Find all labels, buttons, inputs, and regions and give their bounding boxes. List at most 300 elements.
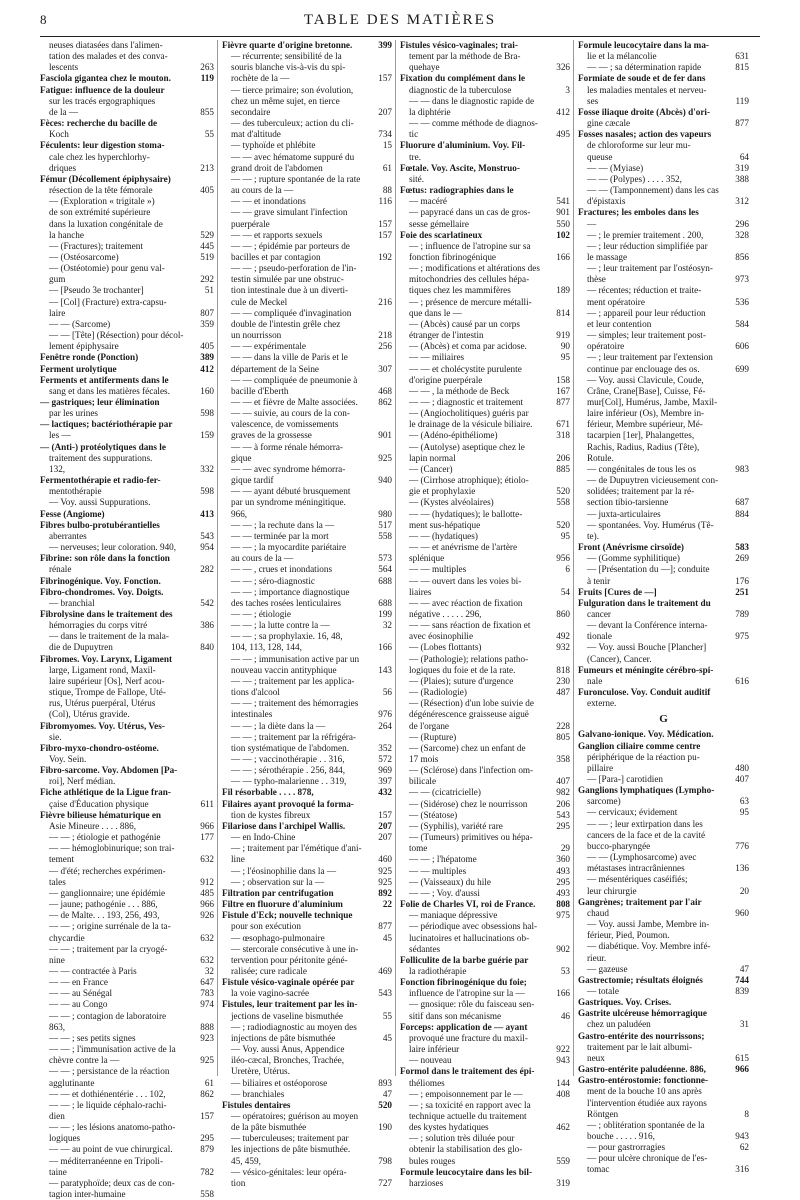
entry-page-ref: 688: [378, 575, 392, 586]
entry-text: — — ; traitement des hémorragies: [231, 698, 359, 709]
entry-text: leur chirurgie: [587, 885, 637, 896]
entry-text: avec éosinophilie: [409, 631, 474, 642]
index-entry: [222, 899, 392, 910]
entry-page-ref: 64: [739, 151, 749, 162]
entry-page-ref: [725, 1031, 749, 1042]
entry-page-ref: 559: [556, 1155, 570, 1166]
index-entry: [400, 1144, 570, 1155]
index-entry: [222, 866, 392, 877]
entry-text: — tierce primaire; son évolution,: [231, 84, 354, 95]
index-entry: [400, 866, 570, 877]
entry-page-ref: 228: [556, 720, 570, 731]
entry-page-ref: [725, 1075, 749, 1086]
entry-text: Rotule.: [587, 452, 614, 463]
index-entry: [40, 274, 214, 285]
entry-page-ref: [546, 140, 570, 151]
index-entry: [40, 51, 214, 62]
index-entry: [40, 821, 214, 832]
index-entry: [40, 832, 214, 843]
index-entry: [578, 587, 749, 598]
entry-text: influence de l'atropine sur la —: [409, 988, 525, 999]
index-entry: [222, 442, 392, 453]
index-entry: [578, 263, 749, 274]
entry-page-ref: [190, 207, 214, 218]
entry-page-ref: 606: [735, 341, 749, 352]
index-entry: [400, 419, 570, 430]
index-entry: [578, 274, 749, 285]
entry-page-ref: 923: [200, 1032, 214, 1043]
entry-text: lapin normal: [409, 452, 456, 463]
index-entry: [222, 274, 392, 285]
entry-text: grand droit de l'abdomen: [231, 162, 323, 173]
entry-text: — ; modifications et altérations des: [409, 263, 540, 274]
index-entry: [40, 85, 214, 96]
entry-text: — — (Myiase): [587, 162, 644, 173]
entry-text: tion systématique de l'abdomen.: [231, 742, 350, 753]
entry-text: mentothérapie: [49, 486, 102, 497]
entry-page-ref: [725, 486, 749, 497]
entry-text: — ; présence de mercure métalli-: [409, 296, 532, 307]
index-entry: [578, 442, 749, 453]
entry-text: — — ouvert dans les voies bi-: [409, 575, 522, 586]
index-entry: [578, 1075, 749, 1086]
index-entry: [40, 609, 214, 620]
entry-page-ref: [725, 785, 749, 796]
entry-text: Fibro-sarcome. Voy. Abdomen [Pa-: [40, 765, 178, 776]
entry-page-ref: [725, 941, 749, 952]
entry-page-ref: [190, 1100, 214, 1111]
entry-page-ref: 688: [378, 597, 392, 608]
entry-page-ref: 296: [735, 218, 749, 229]
entry-page-ref: 119: [200, 73, 214, 84]
index-entry: [578, 73, 749, 84]
entry-page-ref: [368, 698, 392, 709]
entry-page-ref: 815: [735, 62, 749, 73]
entry-text: — (Syphilis), variété rare: [409, 820, 503, 831]
index-entry: [222, 810, 392, 821]
entry-text: — branchial: [49, 597, 95, 608]
index-entry: [400, 765, 570, 776]
index-entry: [578, 297, 749, 308]
index-entry: [400, 799, 570, 810]
entry-text: Fibres bulbo-protubérantielles: [40, 519, 160, 530]
entry-text: — — et rapports sexuels: [231, 229, 323, 240]
entry-text: — — ; traitement par la cryogé-: [49, 943, 168, 954]
entry-page-ref: 230: [556, 675, 570, 686]
entry-page-ref: [368, 62, 392, 73]
entry-page-ref: [190, 219, 214, 230]
entry-text: — dans le traitement de la mala-: [49, 631, 169, 642]
entry-page-ref: [190, 118, 214, 129]
entry-page-ref: 543: [200, 530, 214, 541]
entry-page-ref: 925: [378, 452, 392, 463]
entry-text: la diphtérie: [409, 106, 451, 117]
entry-text: le drainage de la vésicule biliaire.: [409, 419, 533, 430]
entry-text: la voie vagino-sacrée: [231, 988, 310, 999]
entry-text: — ganglionnaire; une épidémie: [49, 887, 166, 898]
entry-text: — — et anévrisme de l'artère: [409, 542, 518, 553]
entry-text: — ; solution très diluée pour: [409, 1133, 515, 1144]
index-entry: [578, 729, 749, 740]
entry-text: — (Abcès) causé par un corps: [409, 318, 520, 329]
entry-page-ref: [725, 285, 749, 296]
entry-text: Féculents: leur digestion stoma-: [40, 140, 165, 151]
index-entry: [40, 509, 214, 520]
index-entry: [222, 1167, 392, 1178]
index-entry: [400, 955, 570, 966]
entry-page-ref: [190, 152, 214, 163]
entry-text: fonction fibrinogénique: [409, 251, 497, 262]
entry-text: — stercorale consécutive à une in-: [231, 943, 359, 954]
entry-text: thèse: [587, 274, 606, 285]
entry-text: Ferment urolytique: [40, 363, 117, 374]
index-entry: [578, 118, 749, 129]
entry-text: Filaires ayant provoqué la forma-: [222, 798, 354, 809]
index-entry: [578, 219, 749, 230]
entry-text: — diabétique. Voy. Membre infé-: [587, 941, 711, 952]
entry-page-ref: [190, 330, 214, 341]
index-entry: [400, 196, 570, 207]
index-entry: [40, 1100, 214, 1111]
index-entry: [40, 944, 214, 955]
entry-page-ref: [190, 676, 214, 687]
page-title: TABLE DES MATIÈRES: [303, 12, 497, 28]
index-entry: [40, 520, 214, 531]
entry-page-ref: 808: [556, 899, 570, 910]
entry-text: — maniaque dépressive: [409, 910, 498, 921]
entry-text: — nerveuses; leur coloration. 940,: [49, 542, 177, 553]
entry-text: — — ; persistance de la réaction: [49, 1066, 170, 1077]
entry-text: rus, Utérus puerpéral, Utérus: [49, 698, 156, 709]
index-entry: [222, 219, 392, 230]
entry-text: secondaire: [231, 106, 271, 117]
index-entry: [40, 721, 214, 732]
entry-page-ref: [368, 152, 392, 163]
entry-text: pour son exécution: [231, 921, 301, 932]
entry-page-ref: [546, 1144, 570, 1155]
entry-text: gique: [231, 452, 252, 463]
entry-text: Filtration par centrifugation: [222, 887, 334, 898]
entry-text: G: [659, 713, 668, 726]
entry-page-ref: [190, 174, 214, 185]
index-entry: [400, 185, 570, 196]
index-entry: [578, 807, 749, 818]
entry-page-ref: 536: [735, 296, 749, 307]
entry-page-ref: [190, 921, 214, 932]
entry-text: — papyracé dans un cas de gros-: [409, 207, 531, 218]
entry-text: — — hémoglobinurique; son trai-: [49, 843, 175, 854]
entry-text: Crâne, Crane[Base], Cuisse, Fé-: [587, 385, 706, 396]
entry-page-ref: 399: [378, 40, 392, 50]
entry-text: hémorragies du corps vitré: [49, 620, 148, 631]
entry-text: Fistule d'Eck; nouvelle technique: [222, 910, 353, 921]
entry-text: — — au Sénégal: [49, 988, 113, 999]
entry-text: — — ; la diète dans la —: [231, 720, 326, 731]
entry-text: ment opératoire: [587, 296, 645, 307]
entry-text: gie et prophylaxie: [409, 486, 476, 497]
index-entry: [40, 341, 214, 352]
index-entry: [400, 553, 570, 564]
index-entry: [40, 219, 214, 230]
entry-text: — — (Tamponnement) dans les cas: [587, 185, 719, 196]
entry-page-ref: 90: [560, 341, 570, 352]
entry-page-ref: [368, 1144, 392, 1155]
entry-text: ment sus-hépatique: [409, 519, 481, 530]
entry-page-ref: 328: [735, 229, 749, 240]
index-entry: [222, 319, 392, 330]
index-entry: [222, 1156, 392, 1167]
index-entry: [222, 85, 392, 96]
entry-page-ref: 407: [556, 776, 570, 787]
index-entry: [400, 843, 570, 854]
entry-text: te).: [587, 530, 599, 541]
index-entry: [578, 174, 749, 185]
entry-text: — — ; séro-diagnostic: [231, 575, 315, 586]
entry-text: — ; le premier traitement . 200,: [587, 229, 704, 240]
entry-page-ref: 157: [378, 73, 392, 84]
index-entry: [578, 553, 749, 564]
index-entry: [578, 464, 749, 475]
entry-text: — — suivie, au cours de la con-: [231, 408, 350, 419]
entry-text: — — avec réaction de fixation: [409, 597, 523, 608]
entry-text: — — ; étiologie et pathogénie: [49, 832, 161, 843]
index-entry: [40, 40, 214, 51]
entry-text: Fèces: recherche du bacille de: [40, 118, 158, 129]
entry-text: tement: [49, 854, 75, 865]
entry-page-ref: 332: [200, 463, 214, 474]
index-entry: [578, 986, 749, 997]
index-entry: [400, 386, 570, 397]
entry-page-ref: 206: [556, 798, 570, 809]
entry-page-ref: [725, 1098, 749, 1109]
entry-page-ref: [368, 1055, 392, 1066]
entry-text: — juxta-articulaires: [587, 508, 661, 519]
index-entry: [40, 196, 214, 207]
entry-text: — opératoires; guérison au moyen: [231, 1111, 359, 1121]
entry-text: harzioses: [409, 1177, 444, 1188]
entry-page-ref: 975: [735, 631, 749, 642]
index-entry: [222, 1022, 392, 1033]
entry-page-ref: 611: [200, 798, 214, 809]
entry-page-ref: 405: [200, 341, 214, 352]
index-entry: [222, 285, 392, 296]
entry-page-ref: [546, 933, 570, 944]
entry-text: ses: [587, 95, 599, 106]
entry-page-ref: 405: [200, 185, 214, 196]
entry-text: — jaune; pathogénie . . . 886,: [49, 899, 158, 910]
index-entry: [40, 743, 214, 754]
entry-page-ref: 966: [735, 1064, 749, 1075]
index-entry: [222, 821, 392, 832]
index-entry: [578, 953, 749, 964]
entry-text: — — ; traitement par les applica-: [231, 675, 355, 686]
entry-page-ref: [546, 1133, 570, 1144]
index-entry: [578, 196, 749, 207]
entry-text: résection de la tête fémorale: [49, 185, 153, 196]
entry-text: — — avec hématome suppuré du: [231, 151, 355, 162]
index-entry: [400, 587, 570, 598]
entry-page-ref: [190, 721, 214, 732]
index-entry: [400, 676, 570, 687]
index-entry: [578, 654, 749, 665]
index-entry: [400, 631, 570, 642]
entry-page-ref: 207: [378, 106, 392, 117]
entry-page-ref: 495: [556, 129, 570, 140]
entry-text: Fémur (Décollement épiphysaire): [40, 173, 171, 184]
entry-page-ref: 493: [556, 887, 570, 898]
index-entry: [40, 419, 214, 430]
index-entry: [222, 62, 392, 73]
index-entry: [40, 787, 214, 798]
entry-page-ref: 47: [382, 1088, 392, 1099]
index-entry: [40, 843, 214, 854]
index-entry: [222, 854, 392, 865]
entry-text: — (Sclérose) dans l'infection om-: [409, 765, 534, 776]
entry-page-ref: [368, 308, 392, 319]
entry-text: Fatigue: influence de la douleur: [40, 84, 165, 95]
entry-page-ref: 143: [378, 664, 392, 675]
entry-page-ref: 966: [200, 820, 214, 831]
entry-page-ref: [546, 174, 570, 185]
entry-page-ref: [725, 665, 749, 676]
index-entry: [40, 999, 214, 1010]
index-entry: [400, 1089, 570, 1100]
entry-text: — paratyphoïde; deux cas de con-: [49, 1177, 175, 1188]
index-entry: [400, 888, 570, 899]
index-entry: [400, 497, 570, 508]
index-entry: [400, 107, 570, 118]
entry-page-ref: [725, 207, 749, 218]
entry-text: traitement des suppurations.: [49, 452, 153, 463]
entry-text: — (Résection) d'un lobe suivie de: [409, 698, 534, 709]
index-entry: [222, 933, 392, 944]
entry-text: — (Adéno-épithéliome): [409, 430, 498, 441]
index-entry: [222, 152, 392, 163]
entry-text: Formol dans le traitement des épi-: [400, 1066, 535, 1077]
index-entry: [578, 252, 749, 263]
entry-page-ref: [368, 174, 392, 185]
index-entry: [400, 921, 570, 932]
entry-text: Gastro-entérite paludéenne. 886,: [578, 1064, 706, 1075]
entry-text: lescents: [49, 62, 79, 73]
entry-text: — — ; importance diagnostique: [231, 586, 350, 597]
entry-page-ref: [725, 520, 749, 531]
index-entry: [578, 1019, 749, 1030]
entry-page-ref: [725, 642, 749, 653]
index-entry: [578, 207, 749, 218]
entry-page-ref: 901: [556, 207, 570, 218]
entry-page-ref: [368, 1167, 392, 1178]
page-header: [40, 10, 760, 36]
entry-text: Fesse (Angiome): [40, 508, 105, 519]
index-entry: [40, 765, 214, 776]
entry-page-ref: [368, 375, 392, 386]
entry-text: — — ; rupture spontanée de la rate: [231, 173, 361, 184]
entry-page-ref: 855: [200, 106, 214, 117]
entry-text: mat d'altitude: [231, 129, 281, 140]
entry-page-ref: 956: [556, 553, 570, 564]
section-letter: [578, 709, 749, 729]
entry-text: — — et fièvre de Malte associées.: [231, 397, 358, 407]
entry-text: tagion inter-humaine: [49, 1189, 126, 1200]
entry-page-ref: [190, 654, 214, 665]
entry-page-ref: 15: [382, 140, 392, 151]
entry-text: — totale: [587, 985, 619, 996]
entry-page-ref: 45: [382, 932, 392, 943]
entry-page-ref: [546, 297, 570, 308]
index-entry: [578, 96, 749, 107]
entry-page-ref: [368, 464, 392, 475]
index-entry: [40, 252, 214, 263]
entry-page-ref: [190, 698, 214, 709]
entry-page-ref: 3: [565, 84, 570, 95]
entry-text: — [Présentation du —]; conduite: [587, 564, 710, 575]
entry-page-ref: [368, 352, 392, 363]
entry-text: Asie Mineure . . . . 886,: [49, 820, 137, 831]
index-entry: [40, 1066, 214, 1077]
entry-text: — — ; vaccinothérapie . . 316,: [231, 754, 345, 764]
entry-text: Front (Anévrisme cirsoïde): [578, 542, 684, 553]
entry-page-ref: 616: [735, 675, 749, 686]
entry-page-ref: 584: [735, 318, 749, 329]
entry-text: ment de la bouche 10 ans après: [587, 1086, 702, 1097]
index-entry: [222, 486, 392, 497]
entry-page-ref: 884: [735, 508, 749, 519]
index-entry: [400, 1044, 570, 1055]
entry-text: graves de la grossesse: [231, 430, 312, 441]
entry-text: — — ; étiologie: [231, 608, 291, 619]
index-entry: [222, 475, 392, 486]
entry-page-ref: 51: [204, 285, 214, 296]
index-entry: [222, 520, 392, 531]
entry-text: férieur, Pied, Poumon.: [587, 930, 670, 941]
index-entry: [400, 654, 570, 665]
entry-text: neux: [587, 1052, 605, 1063]
entry-text: — (Autolyse) aseptique chez le: [409, 441, 525, 452]
entry-text: Fœtale. Voy. Ascite, Monstruo-: [400, 162, 520, 173]
entry-text: valescence, de vomissements: [231, 419, 339, 430]
entry-page-ref: [190, 1066, 214, 1077]
entry-page-ref: 445: [200, 240, 214, 251]
index-column-1: [40, 40, 218, 1200]
entry-text: Gastrectomie; résultats éloignés: [578, 974, 703, 985]
index-entry: [222, 765, 392, 776]
index-entry: [40, 118, 214, 129]
entry-page-ref: [725, 741, 749, 752]
entry-page-ref: [725, 241, 749, 252]
entry-page-ref: 798: [378, 1155, 392, 1166]
index-entry: [578, 1131, 749, 1142]
index-entry: [40, 297, 214, 308]
entry-text: — ; influence de l'atropine sur sa: [409, 240, 531, 251]
entry-text: Gastriques. Voy. Crises.: [578, 997, 672, 1008]
entry-page-ref: 389: [200, 352, 214, 363]
index-entry: [400, 1033, 570, 1044]
index-entry: [40, 330, 214, 341]
index-entry: [400, 453, 570, 464]
entry-text: externe.: [587, 698, 617, 709]
entry-text: — [Pseudo 3e trochanter]: [49, 285, 144, 296]
entry-page-ref: 973: [735, 274, 749, 285]
entry-page-ref: [190, 843, 214, 854]
index-entry: [400, 743, 570, 754]
entry-text: Fibrine: son rôle dans la fonction: [40, 553, 170, 564]
entry-text: Fonction fibrinogénique du foie;: [400, 977, 527, 988]
entry-page-ref: [546, 51, 570, 62]
entry-page-ref: 6: [565, 564, 570, 575]
index-entry: [222, 196, 392, 207]
entry-page-ref: [725, 1042, 749, 1053]
